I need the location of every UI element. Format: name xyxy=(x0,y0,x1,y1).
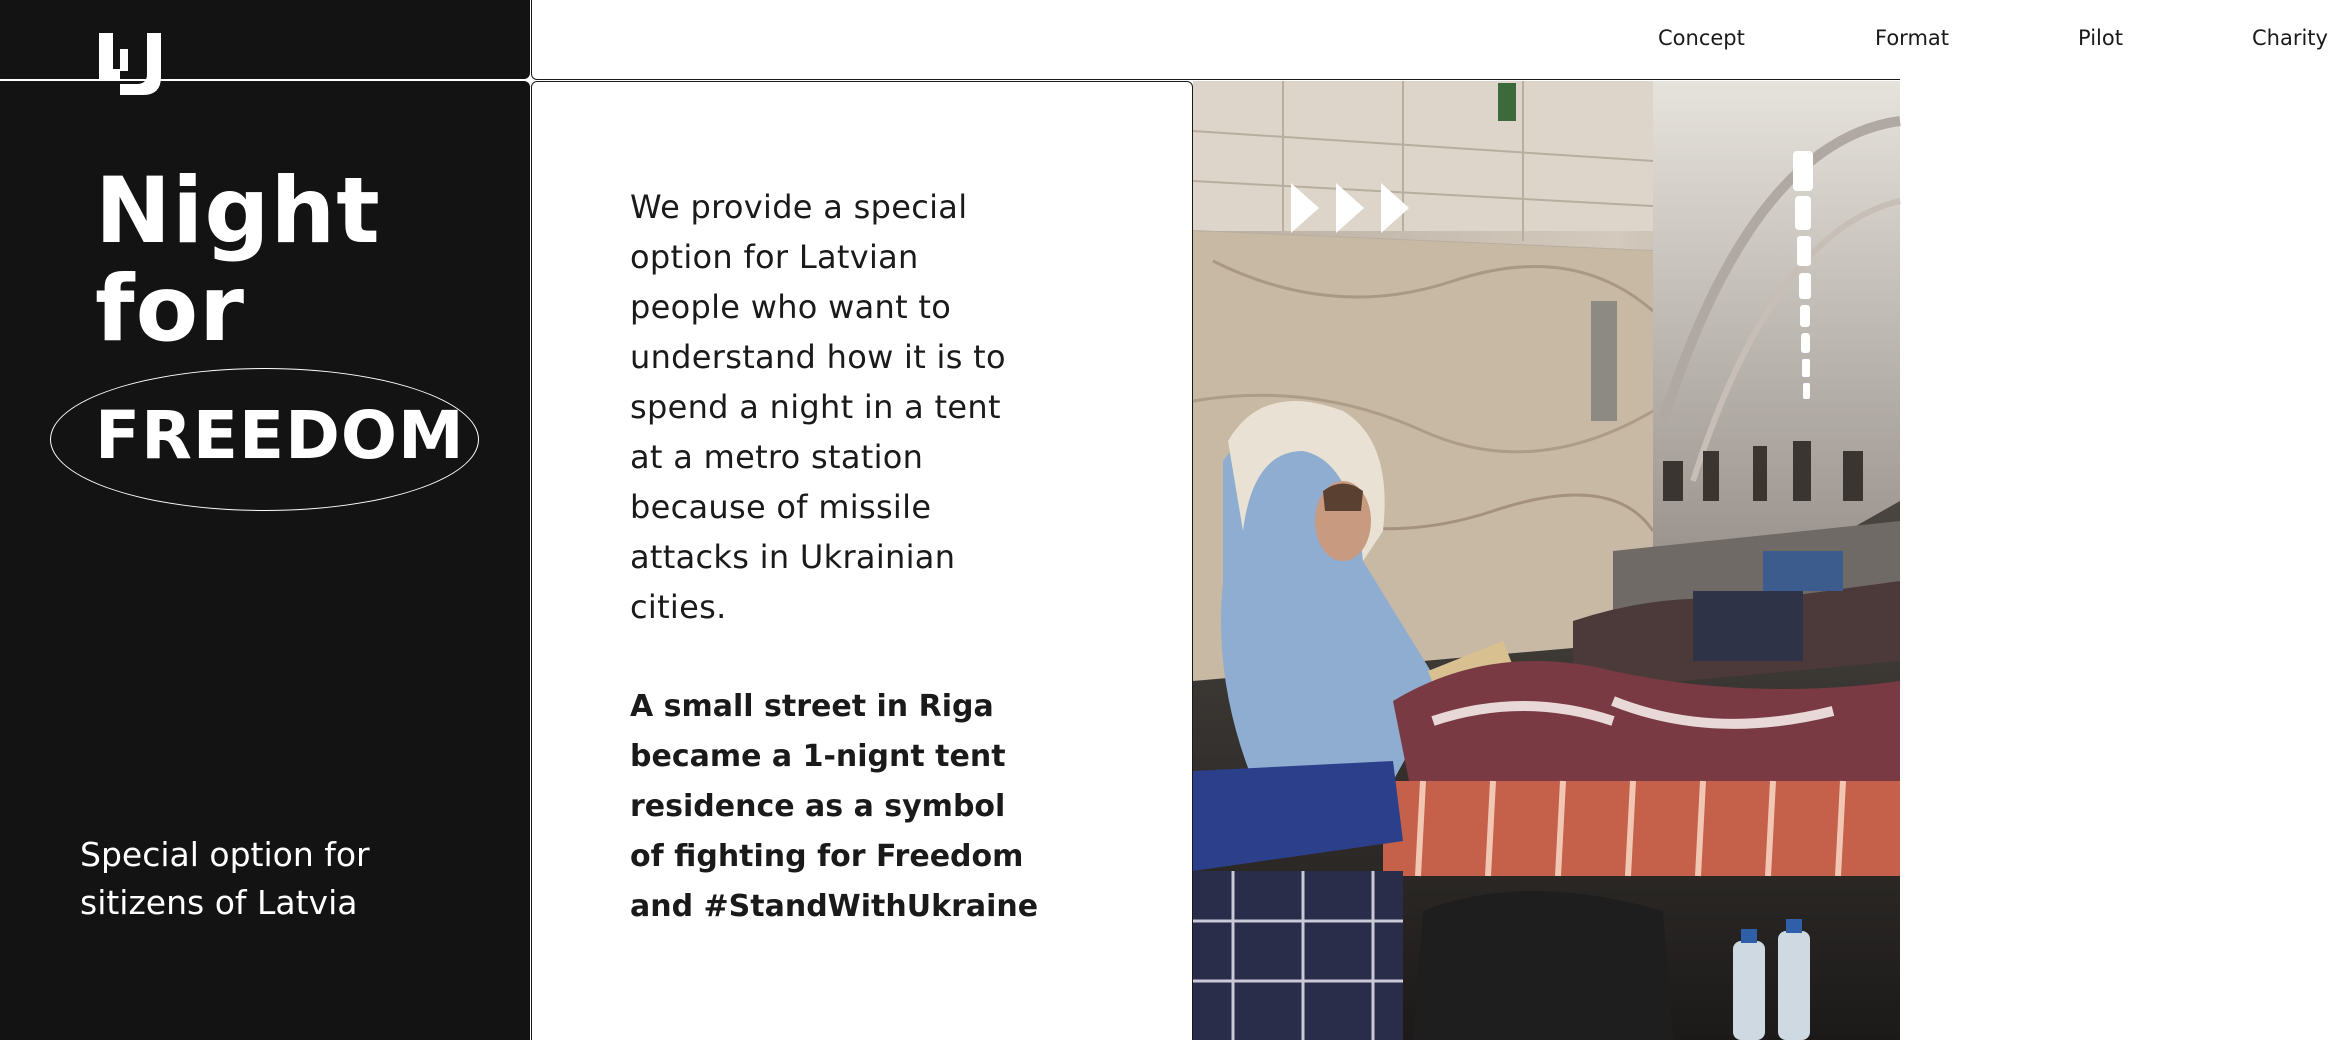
intro-line: cities. xyxy=(630,588,727,626)
nav-item-concept[interactable]: Concept xyxy=(1658,26,1745,50)
intro-line: We provide a special xyxy=(630,188,968,226)
hero-title-line-2: for xyxy=(95,257,245,362)
intro-line: people who want to xyxy=(630,288,952,326)
intro-line: understand how it is to xyxy=(630,338,1006,376)
bold-line: and #StandWithUkraine xyxy=(630,889,1039,924)
hero-subtitle-line-2: sitizens of Latvia xyxy=(80,883,358,922)
intro-line: because of missile xyxy=(630,488,932,526)
bold-line: A small street in Riga xyxy=(630,689,994,724)
u-shaped-logo-icon[interactable] xyxy=(99,33,161,95)
hero-subtitle-line-1: Special option for xyxy=(80,835,370,874)
bold-line: residence as a symbol xyxy=(630,789,1006,824)
intro-card xyxy=(531,81,1193,1040)
hero-subtitle xyxy=(80,831,480,927)
nav-item-charity[interactable]: Charity xyxy=(2252,26,2328,50)
logo-panel xyxy=(0,0,530,79)
forward-arrows-icon[interactable] xyxy=(1291,183,1421,233)
intro-bold-statement xyxy=(630,682,1080,932)
hero-title xyxy=(95,159,381,362)
bold-line: of fighting for Freedom xyxy=(630,839,1024,874)
nav-item-pilot[interactable]: Pilot xyxy=(2078,26,2123,50)
bold-line: became a 1-nignt tent xyxy=(630,739,1006,774)
intro-line: attacks in Ukrainian xyxy=(630,538,956,576)
intro-line: spend a night in a tent xyxy=(630,388,1001,426)
hero-title-highlight: FREEDOM xyxy=(95,397,465,474)
intro-paragraph xyxy=(630,182,1070,632)
intro-line: at a metro station xyxy=(630,438,924,476)
intro-line: option for Latvian xyxy=(630,238,919,276)
hero-title-line-1: Night xyxy=(95,159,381,264)
nav-item-format[interactable]: Format xyxy=(1875,26,1950,50)
top-navigation xyxy=(531,0,2328,80)
hero-panel xyxy=(0,81,530,1040)
